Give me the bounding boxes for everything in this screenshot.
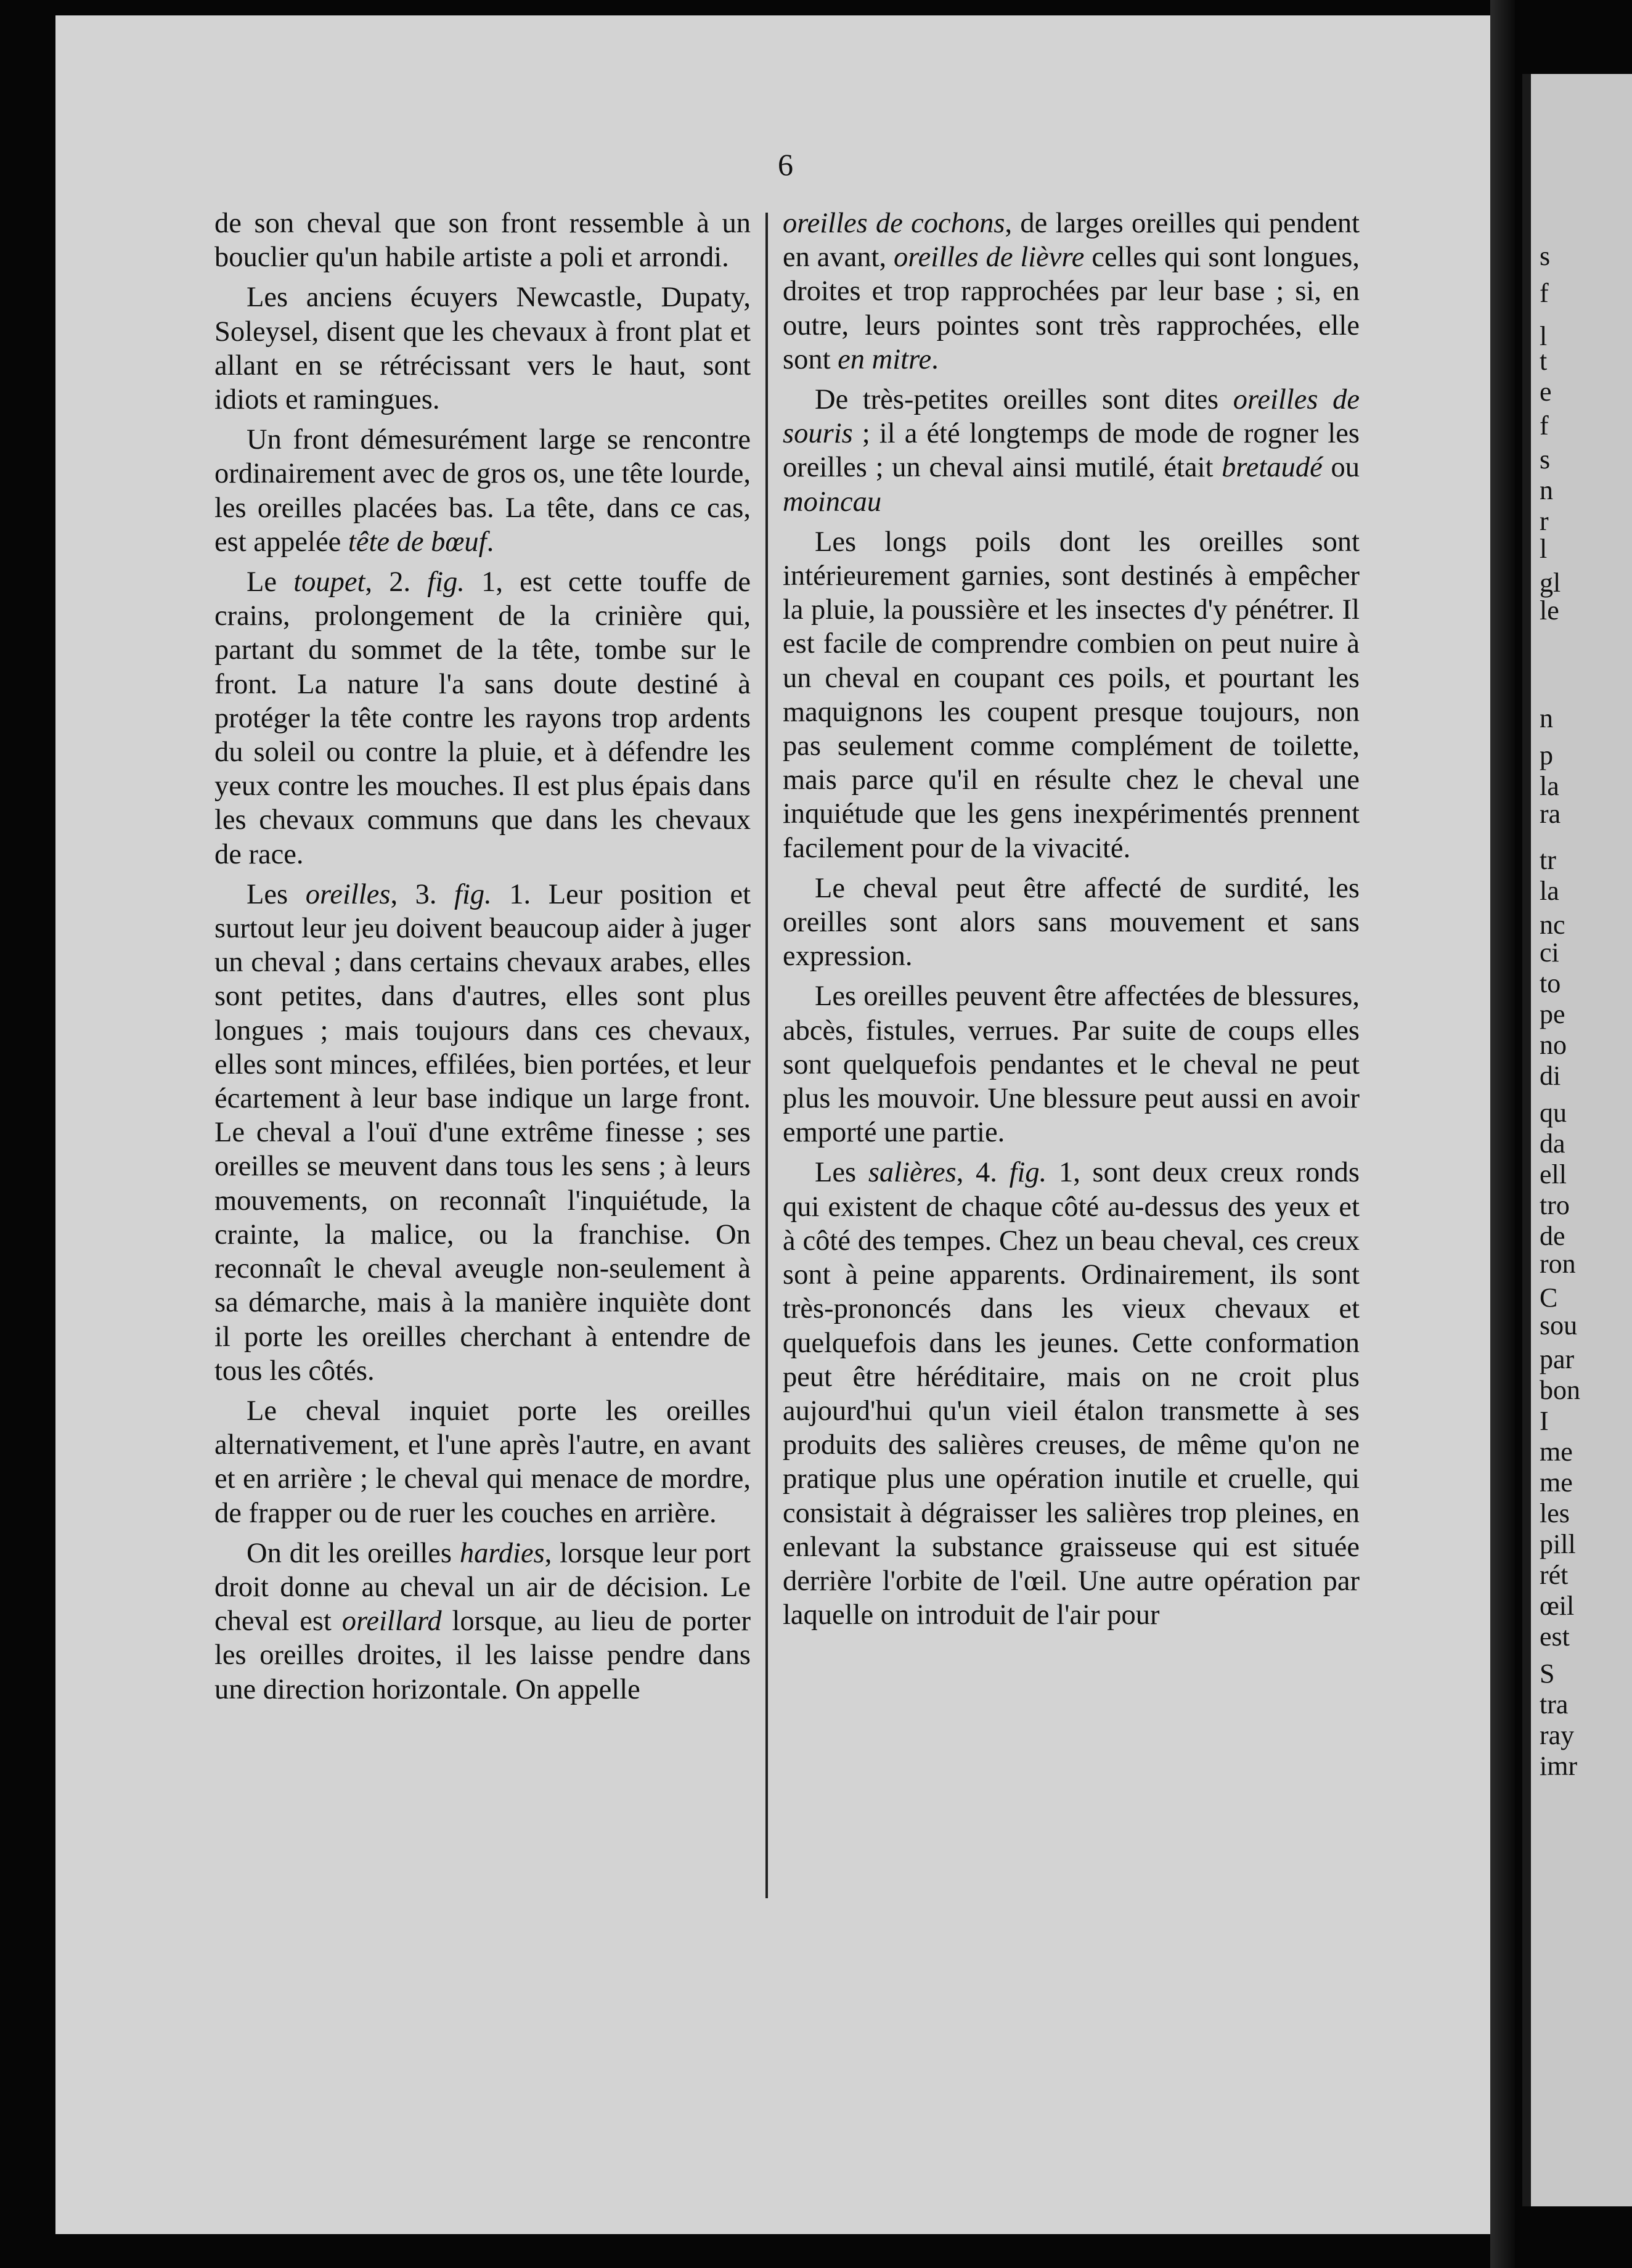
paragraph [783,1156,1360,1632]
italic-term: oreilles de lièvre [893,242,1085,274]
next-page-fragment: p [1540,740,1553,770]
next-page-fragment: est [1540,1621,1570,1652]
next-page-fragment: to [1540,968,1561,998]
next-page-fragment: l [1540,321,1548,351]
next-page-fragment: ra [1540,799,1561,829]
next-page-fragment: les [1540,1498,1570,1528]
next-page-fragment: t [1540,346,1548,376]
next-page-fragment: me [1540,1467,1573,1498]
text-run: lorsque, au lieu de porter les oreilles droites, il les laisse pendre dans une direction horizontale. On appelle [214,1605,751,1705]
next-page-fragment: œil [1540,1591,1575,1621]
text-run: Le [247,566,294,598]
italic-term: oreillard [341,1605,442,1638]
text-run: Un front démesurément large se rencontre ordinairement avec de gros os, une tête lourde, les oreilles placées bas. La tête, dans ce cas, est appelée [214,424,751,558]
next-page-fragment: la [1540,876,1559,906]
paragraph [214,423,751,559]
text-run: . [486,526,494,558]
next-page-fragment: ray [1540,1720,1575,1750]
next-page-fragment: di [1540,1061,1561,1091]
text-run: Les anciens écuyers Newcastle, Dupaty, Soleysel, disent que les chevaux à front plat et allant en se rétrécissant vers le haut, sont idiots et ramingues. [214,282,751,416]
paragraph [214,1536,751,1707]
next-page-fragment: de [1540,1221,1565,1251]
text-run: , 2. [365,566,428,598]
next-page-fragment: I [1540,1406,1549,1436]
next-page-fragment: tr [1540,845,1556,875]
text-run: ou [1322,452,1360,484]
italic-term: tête de bœuf [348,526,487,558]
page-number: 6 [778,147,793,182]
text-run: de son cheval que son front ressemble à un bouclier qu'un habile artiste a poli et arrondi. [214,208,751,274]
text-run: Le cheval peut être affecté de surdité, les oreilles sont alors sans mouvement et sans expression. [783,872,1360,973]
column-divider [765,213,768,1898]
text-run: , 3. [390,878,455,910]
italic-term: fig. [454,878,492,910]
text-run: 1. Leur position et surtout leur jeu doivent beaucoup aider à juger un cheval ; dans certains chevaux arabes, elles sont petites, dans d'autres, elles sont plus longues ; mais toujours dans ces chevaux, elles sont minces, effilées, bien portées, et leur écartement à leur base indique un large front. Le cheval a l'ouï d'une extrême finesse ; ses oreilles se meuvent dans tous les sens ; à leurs mouvements, on reconnaît l'inquiétude, la crainte, la malice, ou la franchise. On reconnaît le cheval aveugle non-seulement à sa démarche, mais à la manière inquiète dont il porte les oreilles cherchant à entendre de tous les côtés. [214,878,751,1387]
paragraph [214,280,751,417]
italic-term: fig. [1009,1157,1047,1189]
next-page-fragment: ci [1540,937,1559,968]
left-text-column [214,206,751,1713]
next-page-fragment: gl [1540,568,1561,598]
next-page-fragment: me [1540,1437,1573,1467]
italic-term: moincau [783,486,882,518]
next-page-fragment: f [1540,410,1549,441]
paragraph [214,878,751,1388]
next-page-fragment: n [1540,703,1553,733]
next-page-fragment: qu [1540,1098,1567,1128]
right-text-column [783,206,1360,1638]
next-page-spine [1522,74,1531,2206]
paragraph [214,1394,751,1530]
italic-term: hardies [459,1537,545,1569]
next-page-fragment: tra [1540,1689,1569,1719]
next-page-fragment: n [1540,475,1553,505]
paragraph [214,565,751,871]
text-run: , lorsque leur port droit donne au cheval un air de décision. Le cheval est [214,1537,751,1638]
paragraph [783,206,1360,377]
text-run: 1, est cette touffe de crains, prolongement de la crinière qui, partant du sommet de la tête, tombe sur le front. La nature l'a sans doute destiné à protéger la tête contre les rayons trop ardents du soleil ou contre la pluie, et à défendre les yeux contre les mouches. Il est plus épais dans les chevaux communs que dans les chevaux de race. [214,566,751,870]
text-run: De très-petites oreilles sont dites [815,384,1233,416]
next-page-fragment: no [1540,1030,1567,1060]
next-page-edge [1522,74,1632,2206]
next-page-fragment: C [1540,1283,1558,1313]
italic-term: oreilles de cochons [783,208,1005,239]
text-run: Le cheval inquiet porte les oreilles alternativement, et l'une après l'autre, en avant et en arrière ; le cheval qui menace de mordre, de frapper ou de ruer les couches en arrière. [214,1395,751,1529]
italic-term: en mitre [838,343,932,375]
text-run: , 4. [956,1157,1010,1189]
text-run: Les [247,878,306,910]
next-page-fragment: da [1540,1128,1565,1159]
next-page-fragment: s [1540,241,1551,271]
next-page-fragment: ron [1540,1249,1576,1279]
italic-term: salières [868,1157,957,1189]
text-run: Les oreilles peuvent être affectées de blessures, abcès, fistules, verrues. Par suite de coups elles sont quelquefois pendantes et le cheval ne peut plus les mouvoir. Une blessure peut aussi en avoir emporté une partie. [783,981,1360,1149]
text-run: Les [815,1157,868,1189]
next-page-fragment: s [1540,444,1551,475]
page-gutter [1490,0,1515,2268]
text-run: ; il a été longtemps de mode de rogner les oreilles ; un cheval ainsi mutilé, était [783,418,1360,484]
next-page-fragment: pill [1540,1529,1576,1559]
text-run: Les longs poils dont les oreilles sont intérieurement garnies, sont destinés à empêcher la pluie, la poussière et les insectes d'y pénétrer. Il est facile de comprendre combien on peut nuire à un cheval en coupant ces poils, et pourtant les maquignons les coupent presque toujours, non pas seulement comme complément de toilette, mais parce qu'il en résulte chez le cheval une inquiétude que les gens inexpérimentés prennent facilement pour de la vivacité. [783,526,1360,864]
next-page-fragment: imr [1540,1751,1578,1781]
next-page-fragment: sou [1540,1310,1578,1340]
next-page-fragment: ell [1540,1159,1567,1189]
next-page-fragment: rét [1540,1560,1569,1590]
paragraph [214,206,751,274]
text-run: 1, sont deux creux ronds qui existent de chaque côté au-dessus des yeux et à côté des tempes. Chez un beau cheval, ces creux sont à peine apparents. Ordinairement, ils sont très-prononcés dans les vieux chevaux et quelquefois dans les jeunes. Cette conformation peut être héréditaire, mais on ne croit plus aujourd'hui qu'un vieil étalon transmette à ses produits des salières creuses, de même qu'on ne pratique plus une opération inutile et cruelle, qui consistait à dégraisser les salières trop pleines, en enlevant la substance graisseuse qui est située derrière l'orbite de l'œil. Une autre opération par laquelle on introduit de l'air pour [783,1157,1360,1631]
next-page-fragment: S [1540,1658,1555,1689]
italic-term: bretaudé [1222,452,1323,484]
paragraph [783,871,1360,974]
italic-term: oreilles de souris [783,384,1360,450]
next-page-fragment: pe [1540,999,1565,1029]
text-run: , de larges oreilles qui pendent en avant, [783,208,1360,274]
next-page-fragment: l [1540,534,1548,564]
text-run: On dit les oreilles [247,1537,460,1569]
paragraph [783,383,1360,519]
text-run: celles qui sont longues, droites et trop rapprochées par leur base ; si, en outre, leurs pointes sont très rapprochées, elle sont [783,242,1360,375]
next-page-fragment: bon [1540,1375,1580,1405]
next-page-fragment: le [1540,595,1559,626]
next-page-fragment: f [1540,278,1549,308]
next-page-fragment: r [1540,506,1549,536]
paragraph [783,525,1360,865]
paragraph [783,979,1360,1149]
text-run: . [931,343,939,375]
italic-term: oreilles [305,878,391,910]
next-page-fragment: e [1540,377,1552,407]
next-page-fragment: tro [1540,1190,1570,1220]
italic-term: toupet [293,566,365,598]
next-page-fragment: nc [1540,910,1565,940]
next-page-fragment: par [1540,1344,1575,1374]
italic-term: fig. [427,566,465,598]
next-page-fragment: la [1540,771,1559,801]
